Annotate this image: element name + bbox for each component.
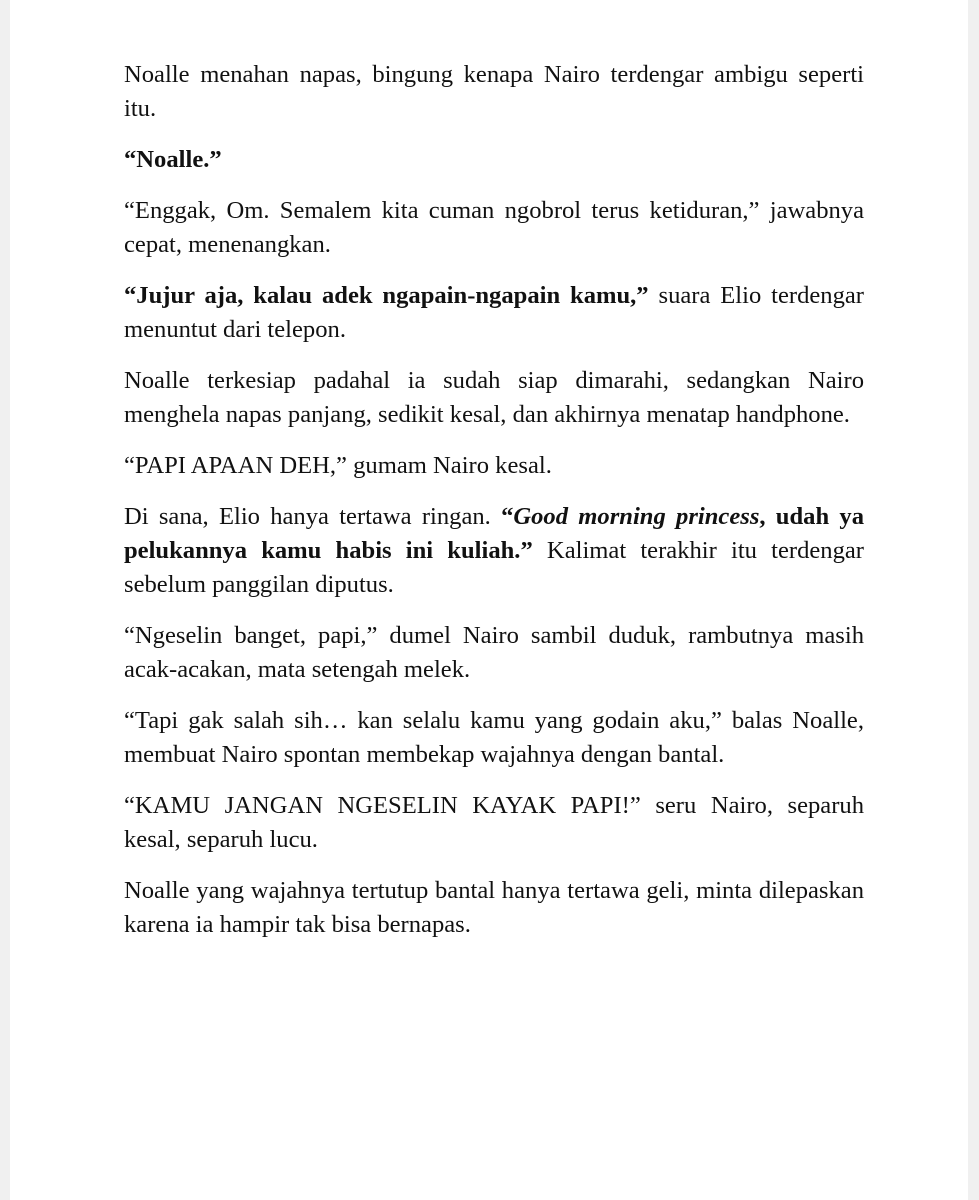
dialogue-bold-italic: Good morning princess [513,503,760,530]
paragraph-4 [124,279,864,347]
text-segment: Di sana, Elio hanya tertawa ringan. [124,503,502,530]
paragraph-3 [124,194,864,262]
dialogue-bold: , udah ya pelukannya kamu habis ini kuliah.” [124,503,864,564]
dialogue-bold: “ [501,503,514,530]
text-segment: Kalimat terakhir itu terdengar sebelum panggilan diputus. [124,537,864,598]
story-text [124,58,864,959]
text-segment: “Tapi gak salah sih… kan selalu kamu yang godain aku,” balas Noalle, membuat Nairo spontan membekap wajahnya dengan bantal. [124,707,864,768]
paragraph-10 [124,789,864,857]
paragraph-1 [124,58,864,126]
paragraph-2 [124,143,864,177]
text-segment: “Ngeselin banget, papi,” dumel Nairo sambil duduk, rambutnya masih acak-acakan, mata setengah melek. [124,622,864,683]
paragraph-9 [124,704,864,772]
paragraph-5 [124,364,864,432]
text-segment: Noalle yang wajahnya tertutup bantal hanya tertawa geli, minta dilepaskan karena ia hampir tak bisa bernapas. [124,877,864,938]
paragraph-11 [124,874,864,942]
text-segment: “KAMU JANGAN NGESELIN KAYAK PAPI!” seru Nairo, separuh kesal, separuh lucu. [124,792,864,853]
paragraph-8 [124,619,864,687]
paragraph-6 [124,449,864,483]
text-segment: Noalle menahan napas, bingung kenapa Nairo terdengar ambigu seperti itu. [124,61,864,122]
dialogue-bold: “Jujur aja, kalau adek ngapain-ngapain kamu,” [124,282,649,309]
text-segment: Noalle terkesiap padahal ia sudah siap dimarahi, sedangkan Nairo menghela napas panjang, sedikit kesal, dan akhirnya menatap handphone. [124,367,864,428]
document-page [10,0,968,1200]
text-segment: “Enggak, Om. Semalem kita cuman ngobrol terus ketiduran,” jawabnya cepat, menenangkan. [124,197,864,258]
dialogue-bold: “Noalle.” [124,146,222,173]
text-segment: “PAPI APAAN DEH,” gumam Nairo kesal. [124,452,552,479]
text-segment: suara Elio terdengar menuntut dari telepon. [124,282,864,343]
paragraph-7 [124,500,864,602]
